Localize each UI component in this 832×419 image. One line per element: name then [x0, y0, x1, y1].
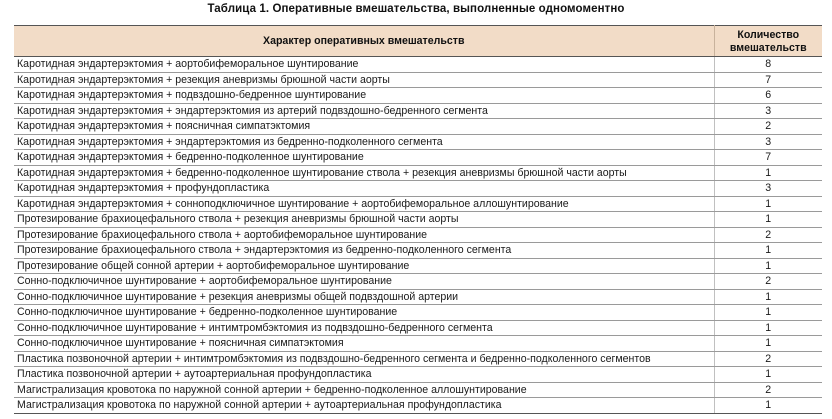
row-operation-count: 2: [714, 351, 822, 367]
table-row: [14, 72, 822, 88]
table-row: [14, 181, 822, 197]
table-row: [14, 243, 822, 259]
table-row: [14, 103, 822, 119]
row-operation-count: 8: [714, 57, 822, 73]
row-operation-count: 1: [714, 336, 822, 352]
row-operation-count: 1: [714, 212, 822, 228]
table-row: [14, 382, 822, 398]
table-row: [14, 258, 822, 274]
row-operation-label: Магистрализация кровотока по наружной сонной артерии + бедренно-подколенное аллошунтирование: [14, 382, 714, 398]
row-operation-label: Каротидная эндартерэктомия + профундопластика: [14, 181, 714, 197]
table-row: [14, 57, 822, 73]
row-operation-count: 1: [714, 258, 822, 274]
row-operation-label: Пластика позвоночной артерии + аутоартериальная профундопластика: [14, 367, 714, 383]
table-row: [14, 305, 822, 321]
table-row: [14, 212, 822, 228]
row-operation-count: 2: [714, 119, 822, 135]
row-operation-count: 2: [714, 382, 822, 398]
table-caption: Таблица 1. Оперативные вмешательства, выполненные одномоментно: [207, 3, 625, 15]
table-row: [14, 227, 822, 243]
row-operation-count: 1: [714, 243, 822, 259]
row-operation-count: 7: [714, 72, 822, 88]
row-operation-label: Каротидная эндартерэктомия + аортобифеморальное шунтирование: [14, 57, 714, 73]
header-count: [714, 26, 822, 57]
row-operation-label: Каротидная эндартерэктомия + подвздошно-бедренное шунтирование: [14, 88, 714, 104]
header-type: [14, 26, 714, 57]
row-operation-label: Сонно-подключичное шунтирование + аортобифеморальное шунтирование: [14, 274, 714, 290]
table-row: [14, 165, 822, 181]
table-row: [14, 119, 822, 135]
table-row: [14, 398, 822, 414]
table-row: [14, 289, 822, 305]
table-row: [14, 320, 822, 336]
row-operation-count: 1: [714, 196, 822, 212]
row-operation-count: 2: [714, 227, 822, 243]
table-row: [14, 336, 822, 352]
table-row: [14, 150, 822, 166]
row-operation-label: Сонно-подключичное шунтирование + поясничная симпатэктомия: [14, 336, 714, 352]
row-operation-label: Каротидная эндартерэктомия + поясничная симпатэктомия: [14, 119, 714, 135]
row-operation-count: 2: [714, 274, 822, 290]
table-body: [14, 57, 822, 414]
row-operation-label: Каротидная эндартерэктомия + эндартерэктомия из артерий подвздошно-бедренного сегмента: [14, 103, 714, 119]
table-row: [14, 134, 822, 150]
table-row: [14, 88, 822, 104]
row-operation-count: 3: [714, 103, 822, 119]
row-operation-count: 3: [714, 181, 822, 197]
table-row: [14, 274, 822, 290]
row-operation-count: 6: [714, 88, 822, 104]
row-operation-count: 1: [714, 398, 822, 414]
row-operation-label: Протезирование брахиоцефального ствола + резекция аневризмы брюшной части аорты: [14, 212, 714, 228]
row-operation-count: 3: [714, 134, 822, 150]
header-count-line2: вмешательств: [729, 41, 807, 54]
row-operation-count: 1: [714, 367, 822, 383]
row-operation-label: Сонно-подключичное шунтирование + интимтромбэктомия из подвздошно-бедренного сегмента: [14, 320, 714, 336]
table-header-row: [14, 26, 822, 57]
table-row: [14, 196, 822, 212]
header-type-label: Характер оперативных вмешательств: [263, 35, 465, 47]
row-operation-label: Протезирование брахиоцефального ствола + аортобифеморальное шунтирование: [14, 227, 714, 243]
row-operation-count: 1: [714, 305, 822, 321]
table-row: [14, 351, 822, 367]
row-operation-label: Каротидная эндартерэктомия + бедренно-подколенное шунтирование: [14, 150, 714, 166]
operations-table: [14, 25, 822, 414]
row-operation-label: Каротидная эндартерэктомия + эндартерэктомия из бедренно-подколенного сегмента: [14, 134, 714, 150]
header-count-line1: Количество: [737, 29, 800, 41]
row-operation-count: 7: [714, 150, 822, 166]
row-operation-label: Сонно-подключичное шунтирование + резекция аневризмы общей подвздошной артерии: [14, 289, 714, 305]
row-operation-count: 1: [714, 320, 822, 336]
table-row: [14, 367, 822, 383]
row-operation-label: Пластика позвоночной артерии + интимтромбэктомия из подвздошно-бедренного сегмента и бедренно-подколенного сегментов: [14, 351, 714, 367]
row-operation-label: Сонно-подключичное шунтирование + бедренно-подколенное шунтирование: [14, 305, 714, 321]
row-operation-label: Каротидная эндартерэктомия + соннoподключичное шунтирование + аортобифеморальное аллошунтирование: [14, 196, 714, 212]
row-operation-label: Каротидная эндартерэктомия + резекция аневризмы брюшной части аорты: [14, 72, 714, 88]
row-operation-count: 1: [714, 289, 822, 305]
row-operation-count: 1: [714, 165, 822, 181]
row-operation-label: Магистрализация кровотока по наружной сонной артерии + аутоартериальная профундопластика: [14, 398, 714, 414]
row-operation-label: Протезирование общей сонной артерии + аортобифеморальное шунтирование: [14, 258, 714, 274]
row-operation-label: Протезирование брахиоцефального ствола + эндартерэктомия из бедренно-подколенного сегмента: [14, 243, 714, 259]
row-operation-label: Каротидная эндартерэктомия + бедренно-подколенное шунтирование ствола + резекция аневризмы брюшной части аорты: [14, 165, 714, 181]
